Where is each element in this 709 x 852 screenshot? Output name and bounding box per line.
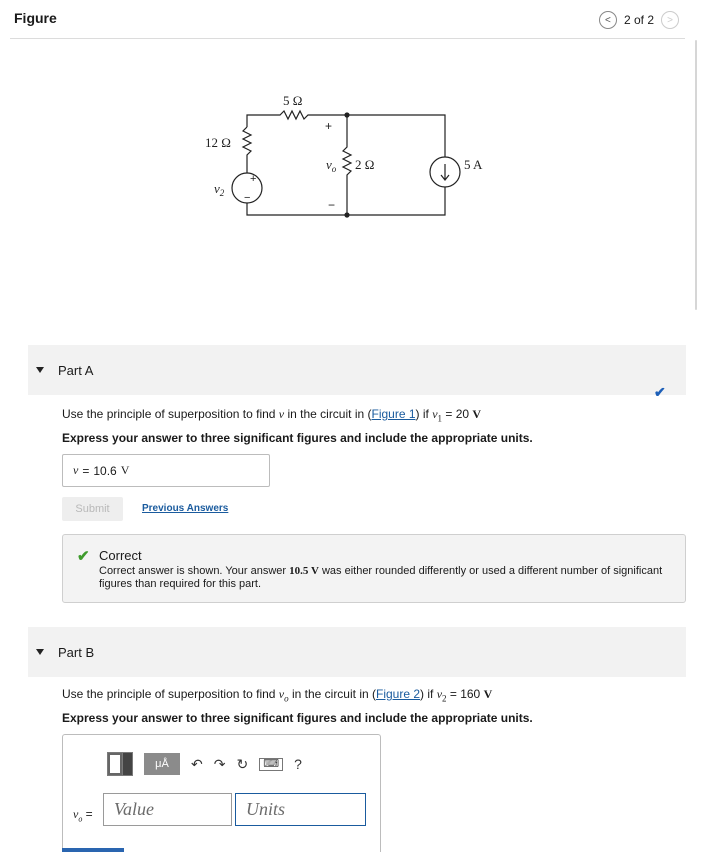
keyboard-icon[interactable]: ⌨ [259,758,283,771]
divider [10,38,685,39]
value-input[interactable]: Value [103,793,232,826]
redo-icon[interactable]: ↷ [213,755,226,772]
vo-label: $v_o$ = [73,807,93,824]
part-b-header[interactable] [28,627,686,677]
vo-minus: − [328,198,336,212]
figure-title: Figure [14,10,57,26]
reset-icon[interactable]: ↻ [236,755,249,772]
units-button[interactable]: μÅ [144,753,180,775]
part-b-instruction: Express your answer to three significant figures and include the appropriate units. [62,711,533,725]
part-a-complete-icon: ✔ [654,384,666,400]
figure-1-link[interactable]: Figure 1 [371,407,416,421]
part-b-label: Part B [58,644,95,660]
resistor-2 [343,115,351,215]
label-vo: $v_o$ [326,157,337,174]
answer-editor [62,734,381,852]
templates-button[interactable] [107,752,133,776]
collapse-caret-icon [36,649,44,655]
part-b-question: Use the principle of superposition to find $v_o$ in the circuit in (Figure 2) if $v_2 = 160$ V [62,687,493,704]
units-input[interactable]: Units [235,793,366,826]
label-current-src: 5 A [464,157,483,172]
check-icon: ✔ [77,548,90,565]
submit-button-partial[interactable] [62,848,124,852]
chevron-left-icon: < [605,14,611,26]
help-icon[interactable]: ? [294,756,302,772]
circuit-diagram [180,85,500,225]
submit-button[interactable]: Submit [62,497,123,521]
feedback-title: Correct [99,548,142,563]
v2-plus: + [250,173,257,185]
v2-minus: − [244,192,251,204]
current-arrow-icon [441,164,449,180]
next-figure-button[interactable] [661,11,679,29]
part-a-instruction: Express your answer to three significant figures and include the appropriate units. [62,431,533,445]
label-r-mid: 2 Ω [355,157,375,172]
node-top [345,113,349,117]
part-a-question: Use the principle of superposition to find v in the circuit in (Figure 1) if $v_1 = 20$ V [62,407,482,424]
part-a-answer-field[interactable]: v = 10.6 V [62,454,270,487]
editor-toolbar [107,752,302,776]
wire-top [247,111,445,157]
resistor-12 [243,127,251,173]
chevron-right-icon: > [667,14,673,26]
label-v2: $v_2$ [214,181,225,198]
figure-2-link[interactable]: Figure 2 [376,687,421,701]
figure-nav [599,11,679,29]
label-r-top: 5 Ω [283,93,303,108]
prev-figure-button[interactable] [599,11,617,29]
vo-plus: + [325,119,333,133]
collapse-caret-icon [36,367,44,373]
previous-answers-link[interactable]: Previous Answers [142,503,229,514]
node-bottom [345,213,349,217]
feedback-panel [62,534,686,603]
undo-icon[interactable]: ↶ [191,755,203,772]
part-a-header[interactable] [28,345,686,395]
feedback-message: Correct answer is shown. Your answer 10.5 V was either rounded differently or used a different number of significant figures than required for this part. [99,565,663,590]
label-r-left: 12 Ω [205,135,231,150]
wire-bottom [247,187,445,215]
part-a-label: Part A [58,362,94,378]
figure-counter: 2 of 2 [623,13,654,27]
scrollbar[interactable] [695,40,697,310]
